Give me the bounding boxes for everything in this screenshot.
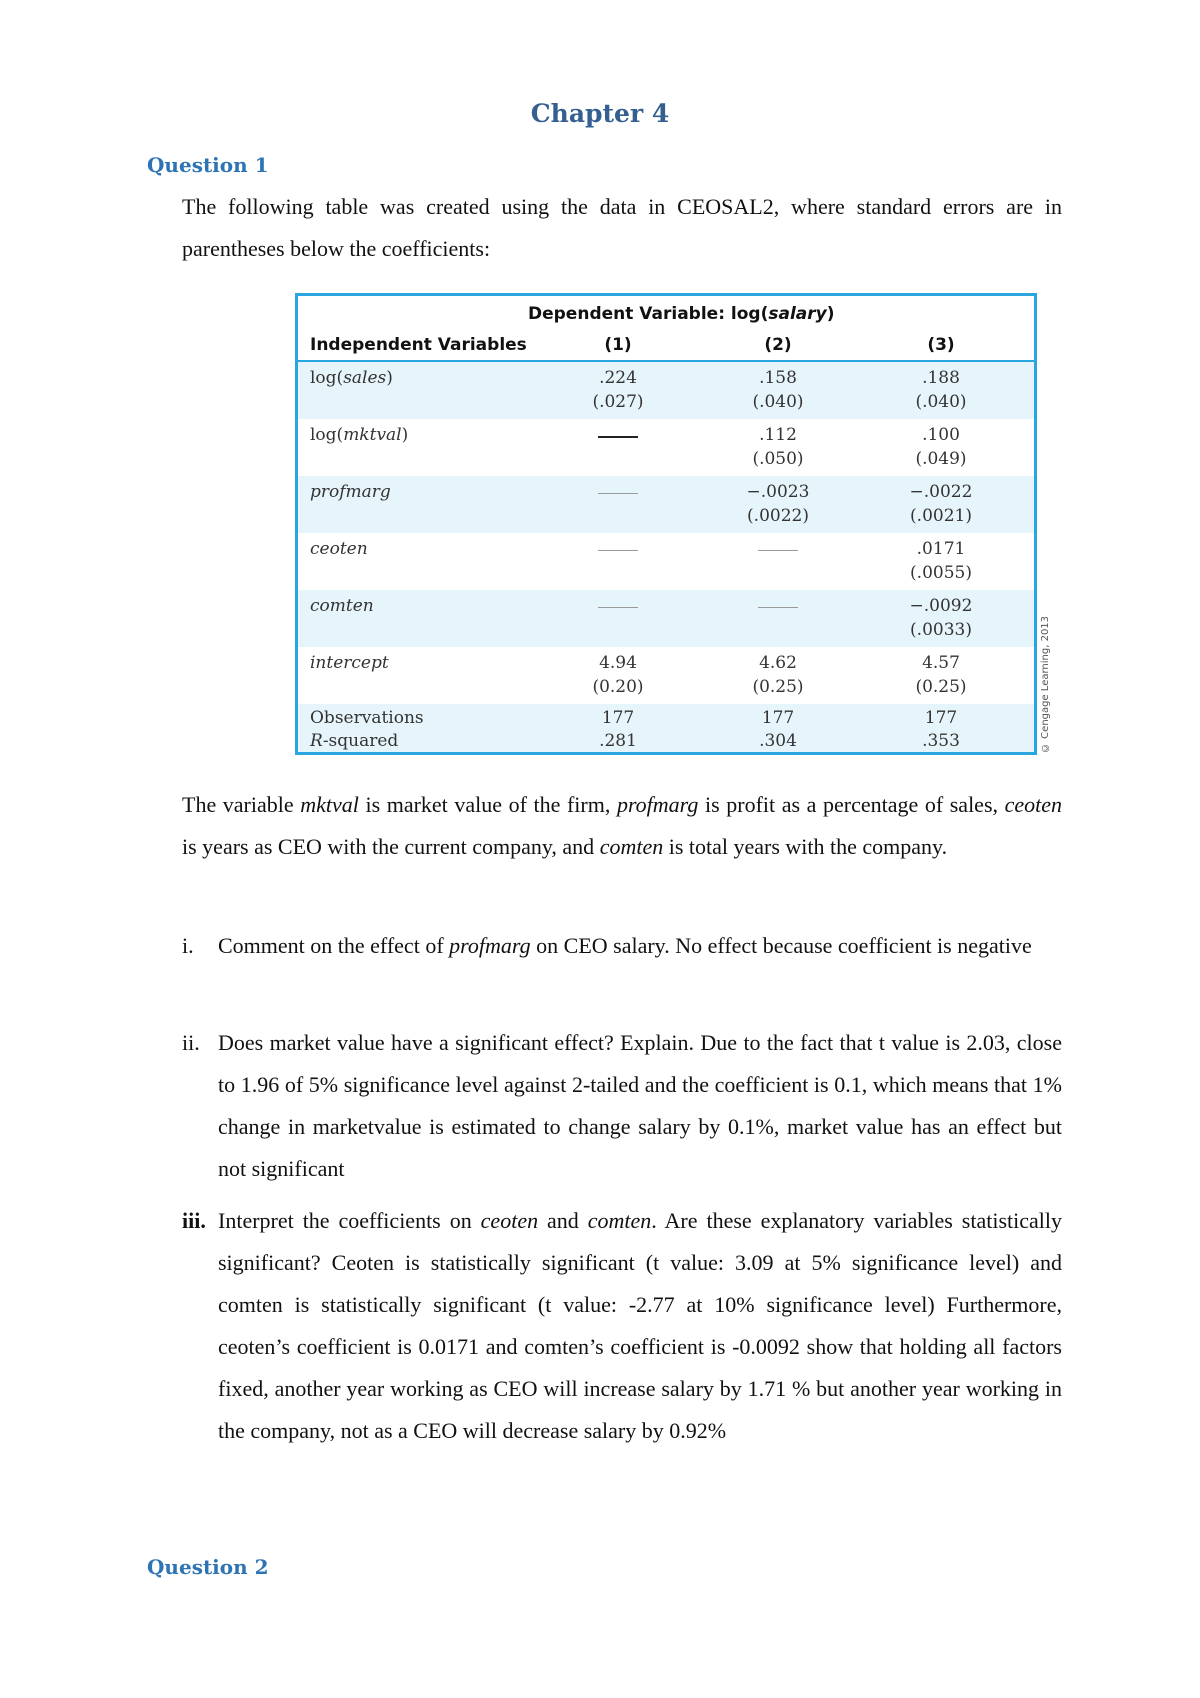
se-cell: (.0022) bbox=[747, 506, 809, 526]
regression-table bbox=[295, 293, 1037, 755]
se-cell: (0.25) bbox=[915, 677, 967, 697]
coef-cell: .188 bbox=[922, 368, 960, 388]
dependent-variable-header: Dependent Variable: log(salary) bbox=[528, 304, 835, 324]
list-item-text: Comment on the effect of profmarg on CEO salary. No effect because coefficient is negative bbox=[218, 933, 1032, 958]
variable-definitions: The variable mktval is market value of the firm, profmarg is profit as a percentage of sales, ceoten is years as CEO with the current company, and comten is total years with the company. bbox=[182, 792, 1062, 859]
coef-cell: 4.62 bbox=[759, 653, 797, 673]
table-row bbox=[298, 362, 1034, 419]
coef-cell: 4.57 bbox=[922, 653, 960, 673]
se-cell: (.040) bbox=[752, 392, 804, 412]
list-item-text: Interpret the coefficients on ceoten and comten. Are these explanatory variables statistically significant? Ceoten is statistically significant (t value: 3.09 at 5% significance level) and comten is statistically significant (t value: -2.77 at 10% significance level) Furthermore, ceoten’s coefficient is 0.0171 and comten’s coefficient is -0.0092 show that holding all factors fixed, another year working as CEO will increase salary by 1.71 % but another year working in the company, not as a CEO will decrease salary by 0.92% bbox=[218, 1208, 1063, 1443]
observations-cell: 177 bbox=[761, 708, 795, 728]
column-2-header: (2) bbox=[764, 335, 792, 355]
copyright-notice: © Cengage Learning, 2013 bbox=[1040, 615, 1051, 753]
column-1-header: (1) bbox=[604, 335, 632, 355]
se-cell: (0.20) bbox=[592, 677, 644, 697]
list-marker: i. bbox=[182, 933, 194, 958]
se-cell: (.0021) bbox=[910, 506, 972, 526]
independent-variables-header: Independent Variables bbox=[310, 335, 527, 355]
empty-dash bbox=[598, 436, 638, 438]
row-label: ceoten bbox=[310, 539, 368, 559]
row-label: profmarg bbox=[310, 482, 391, 502]
rsquared-cell: .353 bbox=[922, 731, 960, 751]
row-label: log(sales) bbox=[310, 368, 393, 388]
row-label: log(mktval) bbox=[310, 425, 409, 445]
coef-cell: .112 bbox=[759, 425, 797, 445]
list-item-text: Does market value have a significant effect? Explain. Due to the fact that t value is 2.03, close to 1.96 of 5% significance level against 2-tailed and the coefficient is 0.1, which means that 1% change in marketvalue is estimated to change salary by 0.1%, market value has an effect but not significant bbox=[218, 1030, 1062, 1181]
question-1-intro bbox=[182, 186, 1062, 270]
question-2-heading: Question 2 bbox=[147, 1555, 269, 1579]
coef-cell: 4.94 bbox=[599, 653, 637, 673]
coef-cell: .158 bbox=[759, 368, 797, 388]
empty-dash bbox=[598, 607, 638, 608]
rsquared-cell: .281 bbox=[599, 731, 637, 751]
list-marker: ii. bbox=[182, 1030, 200, 1055]
observations-cell: 177 bbox=[924, 708, 958, 728]
coef-cell: −.0092 bbox=[909, 596, 973, 616]
table-row bbox=[298, 590, 1034, 647]
rsquared-cell: .304 bbox=[759, 731, 797, 751]
table-row bbox=[298, 647, 1034, 704]
se-cell: (.0055) bbox=[910, 563, 972, 583]
list-item bbox=[182, 925, 1062, 967]
se-cell: (.049) bbox=[915, 449, 967, 469]
row-label: comten bbox=[310, 596, 374, 616]
empty-dash bbox=[758, 550, 798, 551]
coef-cell: .224 bbox=[599, 368, 637, 388]
coef-cell: −.0022 bbox=[909, 482, 973, 502]
empty-dash bbox=[598, 550, 638, 551]
observations-cell: 177 bbox=[601, 708, 635, 728]
list-item bbox=[182, 1200, 1062, 1452]
row-label: intercept bbox=[310, 653, 389, 673]
rsquared-label: R-squared bbox=[310, 731, 399, 751]
column-3-header: (3) bbox=[927, 335, 955, 355]
coef-cell: −.0023 bbox=[746, 482, 810, 502]
observations-label: Observations bbox=[310, 708, 424, 728]
se-cell: (.027) bbox=[592, 392, 644, 412]
empty-dash bbox=[758, 607, 798, 608]
list-marker: iii. bbox=[182, 1208, 206, 1233]
coef-cell: .0171 bbox=[916, 539, 966, 559]
table-row bbox=[298, 533, 1034, 590]
question-1-heading: Question 1 bbox=[147, 153, 269, 177]
table-row bbox=[298, 704, 1034, 752]
intro-line-1: The following table was created using the data in CEOSAL2, where standard errors are in bbox=[182, 194, 1062, 219]
se-cell: (.050) bbox=[752, 449, 804, 469]
list-item bbox=[182, 1022, 1062, 1190]
intro-line-2: parentheses below the coefficients: bbox=[182, 236, 491, 261]
table-row bbox=[298, 476, 1034, 533]
chapter-title: Chapter 4 bbox=[530, 99, 670, 128]
table-row bbox=[298, 419, 1034, 476]
se-cell: (.0033) bbox=[910, 620, 972, 640]
se-cell: (0.25) bbox=[752, 677, 804, 697]
coef-cell: .100 bbox=[922, 425, 960, 445]
se-cell: (.040) bbox=[915, 392, 967, 412]
empty-dash bbox=[598, 493, 638, 494]
